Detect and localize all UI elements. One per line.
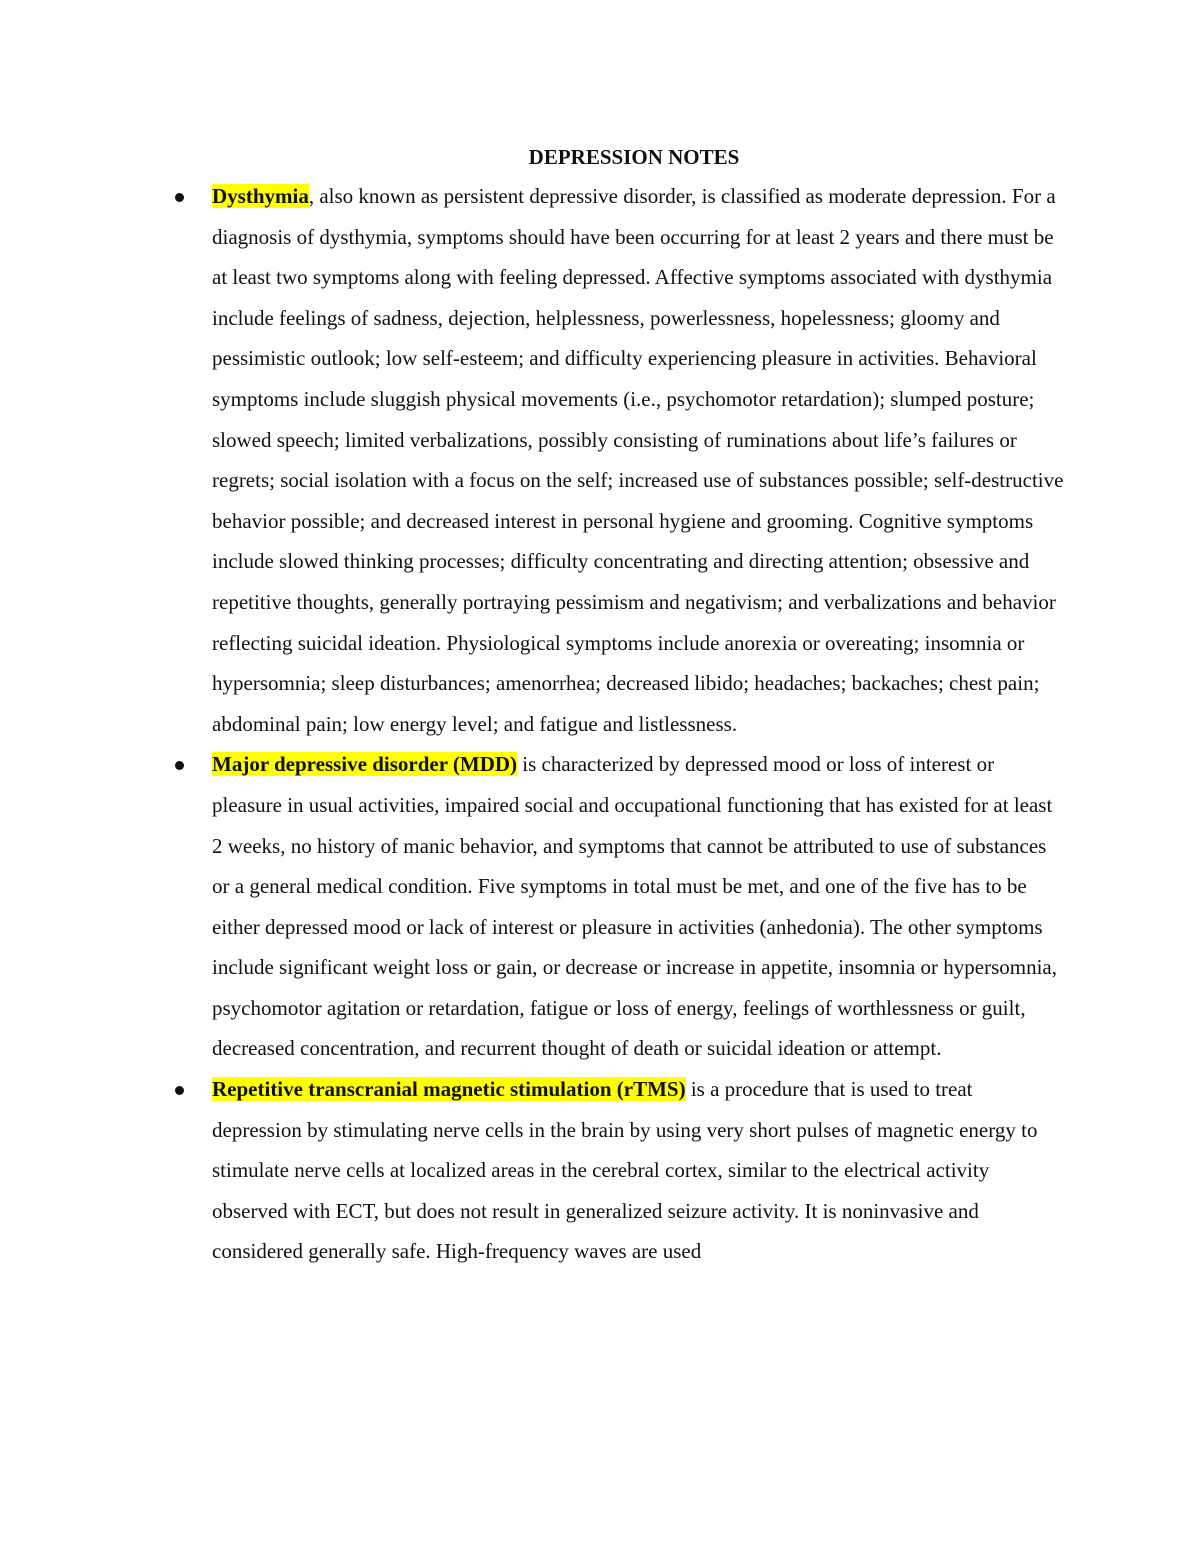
page-title: DEPRESSION NOTES bbox=[528, 145, 740, 169]
list-item-rtms bbox=[172, 1069, 1067, 1272]
highlighted-term: Repetitive transcranial magnetic stimulation (rTMS) bbox=[212, 1077, 686, 1102]
list-item-dysthymia bbox=[172, 176, 1067, 744]
bullet-icon bbox=[175, 761, 184, 770]
bullet-icon bbox=[175, 193, 184, 202]
highlighted-term: Major depressive disorder (MDD) bbox=[212, 752, 518, 777]
note-text: , also known as persistent depressive disorder, is classified as moderate depression. For a diagnosis of dysthymia, symptoms should have been occurring for at least 2 years and there must be at least two symptoms along with feeling depressed. Affective symptoms associated with dysthymia include feelings of sadness, dejection, helplessness, powerlessness, hopelessness; gloomy and pessimistic outlook; low self-esteem; and difficulty experiencing pleasure in activities. Behavioral symptoms include sluggish physical movements (i.e., psychomotor retardation); slumped posture; slowed speech; limited verbalizations, possibly consisting of ruminations about life’s failures or regrets; social isolation with a focus on the self; increased use of substances possible; self-destructive behavior possible; and decreased interest in personal hygiene and grooming. Cognitive symptoms include slowed thinking processes; difficulty concentrating and directing attention; obsessive and repetitive thoughts, generally portraying pessimism and negativism; and verbalizations and behavior reflecting suicidal ideation. Physiological symptoms include anorexia or overeating; insomnia or hypersomnia; sleep disturbances; amenorrhea; decreased libido; headaches; backaches; chest pain; abdominal pain; low energy level; and fatigue and listlessness. bbox=[212, 184, 1064, 736]
bullet-icon bbox=[175, 1086, 184, 1095]
highlighted-term: Dysthymia bbox=[212, 184, 309, 208]
note-text: is characterized by depressed mood or loss of interest or pleasure in usual activities, impaired social and occupational functioning that has existed for at least 2 weeks, no history of manic behavior, and symptoms that cannot be attributed to use of substances or a general medical condition. Five symptoms in total must be met, and one of the five has to be either depressed mood or lack of interest or pleasure in activities (anhedonia). The other symptoms include significant weight loss or gain, or decrease or increase in appetite, insomnia or hypersomnia, psychomotor agitation or retardation, fatigue or loss of energy, feelings of worthlessness or guilt, decreased concentration, and recurrent thought of death or suicidal ideation or attempt. bbox=[212, 752, 1057, 1061]
note-text: is a procedure that is used to treat depression by stimulating nerve cells in the brain by using very short pulses of magnetic energy to stimulate nerve cells at localized areas in the cerebral cortex, similar to the electrical activity observed with ECT, but does not result in generalized seizure activity. It is noninvasive and considered generally safe. High-frequency waves are used bbox=[212, 1077, 1038, 1264]
notes-list bbox=[172, 176, 1067, 1272]
list-item-mdd bbox=[172, 744, 1067, 1069]
